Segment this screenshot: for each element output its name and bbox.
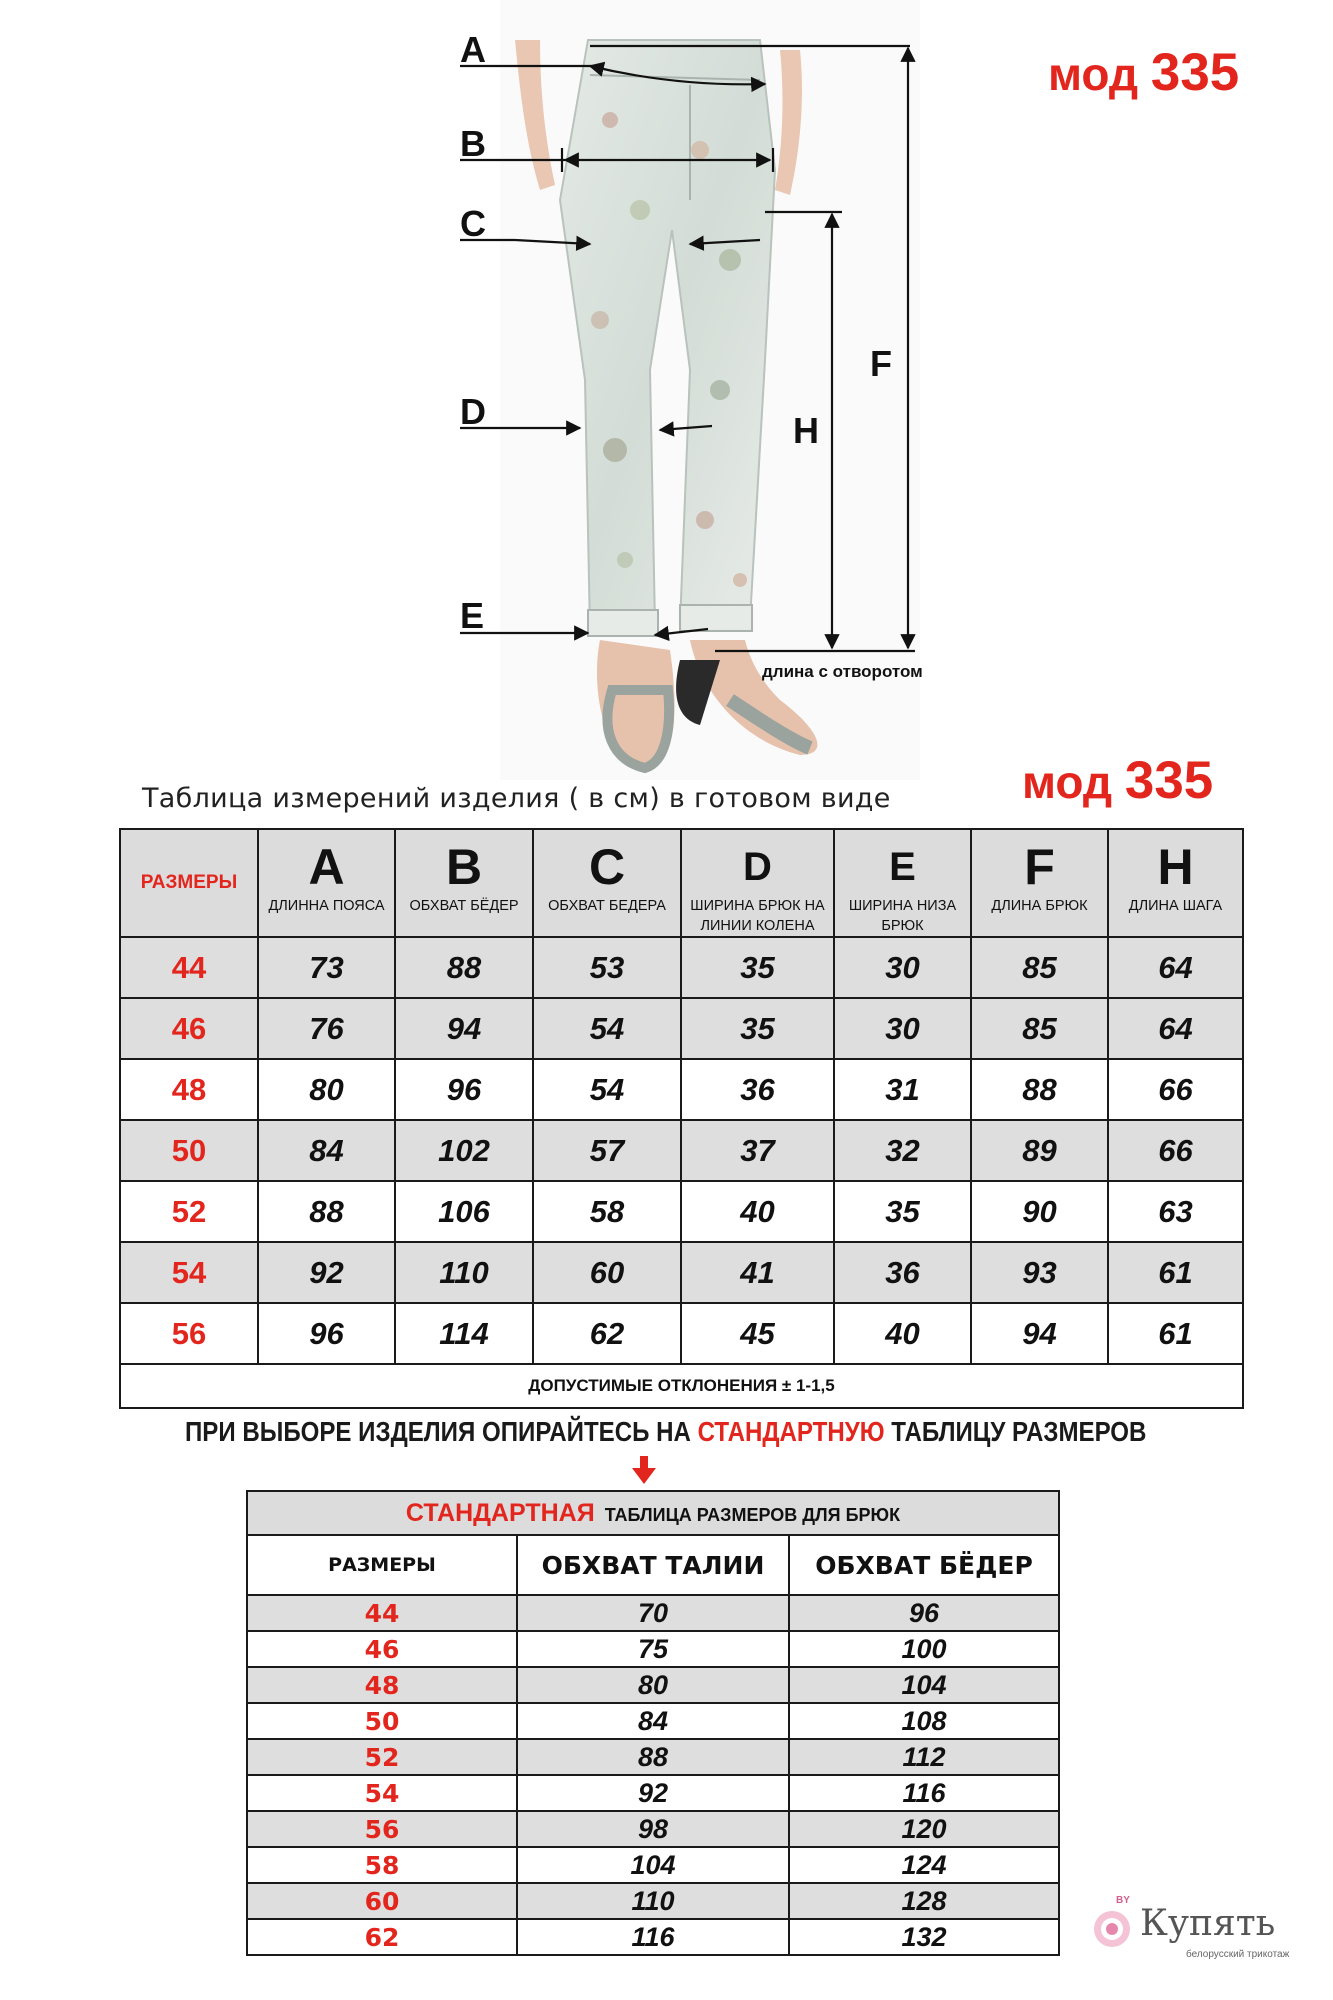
label-A: A	[460, 29, 486, 70]
measurement-value-E: 32	[834, 1120, 971, 1181]
measurements-row	[120, 937, 1243, 998]
col-header-E: E ШИРИНА НИЗА БРЮК	[834, 829, 971, 937]
measurement-value-F: 93	[971, 1242, 1108, 1303]
measurement-value-C: 54	[533, 1059, 681, 1120]
standard-row	[247, 1811, 1059, 1847]
col-header-B: B ОБХВАТ БЁДЕР	[395, 829, 533, 937]
col-header-H: H ДЛИНА ШАГА	[1108, 829, 1243, 937]
model-label-table: мод 335	[1022, 751, 1214, 810]
measurement-value-D: 35	[681, 937, 834, 998]
measurement-value-D: 45	[681, 1303, 834, 1364]
standard-row	[247, 1595, 1059, 1631]
std-header-size: РАЗМЕРЫ	[247, 1535, 517, 1595]
measurement-value-A: 76	[258, 998, 395, 1059]
measurement-value-D: 35	[681, 998, 834, 1059]
col-header-D: D ШИРИНА БРЮК НА ЛИНИИ КОЛЕНА	[681, 829, 834, 937]
measurement-value-C: 60	[533, 1242, 681, 1303]
measurement-value-C: 58	[533, 1181, 681, 1242]
measurement-value-A: 73	[258, 937, 395, 998]
measurement-value-C: 57	[533, 1120, 681, 1181]
pants-measurement-diagram	[0, 0, 1333, 780]
logo-tagline: белорусский трикотаж	[1186, 1949, 1290, 1960]
measurement-value-B: 106	[395, 1181, 533, 1242]
measurement-value-E: 40	[834, 1303, 971, 1364]
std-size-cell: 58	[247, 1847, 517, 1883]
measurement-value-B: 94	[395, 998, 533, 1059]
size-cell: 56	[120, 1303, 258, 1364]
measurements-row	[120, 1242, 1243, 1303]
std-hips-cell: 116	[789, 1775, 1059, 1811]
measurement-value-C: 62	[533, 1303, 681, 1364]
model-label-top: мод 335	[1048, 43, 1240, 102]
std-hips-cell: 120	[789, 1811, 1059, 1847]
std-size-cell: 52	[247, 1739, 517, 1775]
measurement-value-H: 66	[1108, 1059, 1243, 1120]
measurement-value-E: 31	[834, 1059, 971, 1120]
measurement-value-C: 53	[533, 937, 681, 998]
size-cell: 52	[120, 1181, 258, 1242]
std-hips-cell: 100	[789, 1631, 1059, 1667]
size-cell: 48	[120, 1059, 258, 1120]
measurements-row	[120, 1120, 1243, 1181]
label-H: H	[793, 410, 819, 451]
measurement-value-D: 37	[681, 1120, 834, 1181]
size-advice: ПРИ ВЫБОРЕ ИЗДЕЛИЯ ОПИРАЙТЕСЬ НА СТАНДАРТНУЮ ТАБЛИЦУ РАЗМЕРОВ	[185, 1416, 1147, 1447]
std-hips-cell: 108	[789, 1703, 1059, 1739]
measurement-value-H: 63	[1108, 1181, 1243, 1242]
measurement-value-H: 61	[1108, 1242, 1243, 1303]
std-hips-cell: 124	[789, 1847, 1059, 1883]
measurements-header-row	[120, 829, 1243, 937]
std-waist-cell: 98	[517, 1811, 789, 1847]
measurement-value-B: 96	[395, 1059, 533, 1120]
std-header-hips: ОБХВАТ БЁДЕР	[789, 1535, 1059, 1595]
tolerance-note: ДОПУСТИМЫЕ ОТКЛОНЕНИЯ ± 1-1,5	[120, 1364, 1243, 1408]
measurement-value-F: 89	[971, 1120, 1108, 1181]
measurement-value-H: 64	[1108, 937, 1243, 998]
std-hips-cell: 104	[789, 1667, 1059, 1703]
measurements-row	[120, 1303, 1243, 1364]
std-waist-cell: 80	[517, 1667, 789, 1703]
std-size-cell: 46	[247, 1631, 517, 1667]
measurement-value-F: 85	[971, 937, 1108, 998]
measurement-value-H: 61	[1108, 1303, 1243, 1364]
std-waist-cell: 116	[517, 1919, 789, 1955]
measurement-value-B: 114	[395, 1303, 533, 1364]
measurement-value-B: 110	[395, 1242, 533, 1303]
standard-row	[247, 1919, 1059, 1955]
size-cell: 50	[120, 1120, 258, 1181]
std-hips-cell: 96	[789, 1595, 1059, 1631]
size-cell: 44	[120, 937, 258, 998]
std-size-cell: 62	[247, 1919, 517, 1955]
std-hips-cell: 128	[789, 1883, 1059, 1919]
std-waist-cell: 88	[517, 1739, 789, 1775]
measurements-row	[120, 998, 1243, 1059]
measurement-value-A: 80	[258, 1059, 395, 1120]
std-size-cell: 50	[247, 1703, 517, 1739]
std-hips-cell: 112	[789, 1739, 1059, 1775]
std-header-waist: ОБХВАТ ТАЛИИ	[517, 1535, 789, 1595]
measurement-value-A: 84	[258, 1120, 395, 1181]
cuff-length-note: длина с отворотом	[762, 662, 923, 681]
label-E: E	[460, 595, 485, 636]
logo-name: Купять	[1140, 1903, 1276, 1944]
standard-row	[247, 1847, 1059, 1883]
standard-row	[247, 1667, 1059, 1703]
label-D: D	[460, 391, 486, 432]
col-header-F: F ДЛИНА БРЮК	[971, 829, 1108, 937]
measurements-title: Таблица измерений изделия ( в см) в готовом виде	[142, 783, 891, 814]
measurement-value-F: 90	[971, 1181, 1108, 1242]
measurement-value-D: 40	[681, 1181, 834, 1242]
std-waist-cell: 92	[517, 1775, 789, 1811]
measurement-value-E: 30	[834, 937, 971, 998]
measurement-value-H: 64	[1108, 998, 1243, 1059]
kupyat-logo	[1090, 1895, 1330, 1985]
std-hips-cell: 132	[789, 1919, 1059, 1955]
col-header-C: C ОБХВАТ БЕДЕРА	[533, 829, 681, 937]
measurement-value-A: 92	[258, 1242, 395, 1303]
measurement-value-D: 36	[681, 1059, 834, 1120]
measurement-value-B: 102	[395, 1120, 533, 1181]
measurement-value-F: 88	[971, 1059, 1108, 1120]
standard-row	[247, 1703, 1059, 1739]
col-header-A: A ДЛИННА ПОЯСА	[258, 829, 395, 937]
standard-row	[247, 1775, 1059, 1811]
standard-row	[247, 1739, 1059, 1775]
measurement-value-D: 41	[681, 1242, 834, 1303]
size-cell: 46	[120, 998, 258, 1059]
measurement-value-B: 88	[395, 937, 533, 998]
measurement-value-C: 54	[533, 998, 681, 1059]
measurements-row	[120, 1059, 1243, 1120]
sizes-header: РАЗМЕРЫ	[120, 829, 258, 937]
std-waist-cell: 75	[517, 1631, 789, 1667]
measurement-value-A: 88	[258, 1181, 395, 1242]
measurement-value-H: 66	[1108, 1120, 1243, 1181]
measurement-value-A: 96	[258, 1303, 395, 1364]
measurement-value-F: 94	[971, 1303, 1108, 1364]
logo-badge-icon	[1090, 1903, 1140, 1953]
size-cell: 54	[120, 1242, 258, 1303]
label-C: C	[460, 203, 486, 244]
measurements-row	[120, 1181, 1243, 1242]
std-waist-cell: 70	[517, 1595, 789, 1631]
logo-badge-text: BY	[1116, 1895, 1130, 1906]
std-size-cell: 60	[247, 1883, 517, 1919]
standard-caption: СТАНДАРТНАЯ ТАБЛИЦА РАЗМЕРОВ ДЛЯ БРЮК	[247, 1491, 1059, 1535]
measurement-value-E: 30	[834, 998, 971, 1059]
standard-row	[247, 1631, 1059, 1667]
std-size-cell: 48	[247, 1667, 517, 1703]
measurement-value-E: 36	[834, 1242, 971, 1303]
std-size-cell: 44	[247, 1595, 517, 1631]
std-waist-cell: 110	[517, 1883, 789, 1919]
label-F: F	[870, 343, 892, 384]
measurement-value-F: 85	[971, 998, 1108, 1059]
arrow-down-icon	[632, 1456, 656, 1484]
measurements-table	[119, 828, 1244, 1409]
std-waist-cell: 84	[517, 1703, 789, 1739]
standard-size-table	[246, 1490, 1060, 1956]
std-size-cell: 54	[247, 1775, 517, 1811]
measurement-value-E: 35	[834, 1181, 971, 1242]
label-B: B	[460, 123, 486, 164]
std-waist-cell: 104	[517, 1847, 789, 1883]
standard-row	[247, 1883, 1059, 1919]
std-size-cell: 56	[247, 1811, 517, 1847]
